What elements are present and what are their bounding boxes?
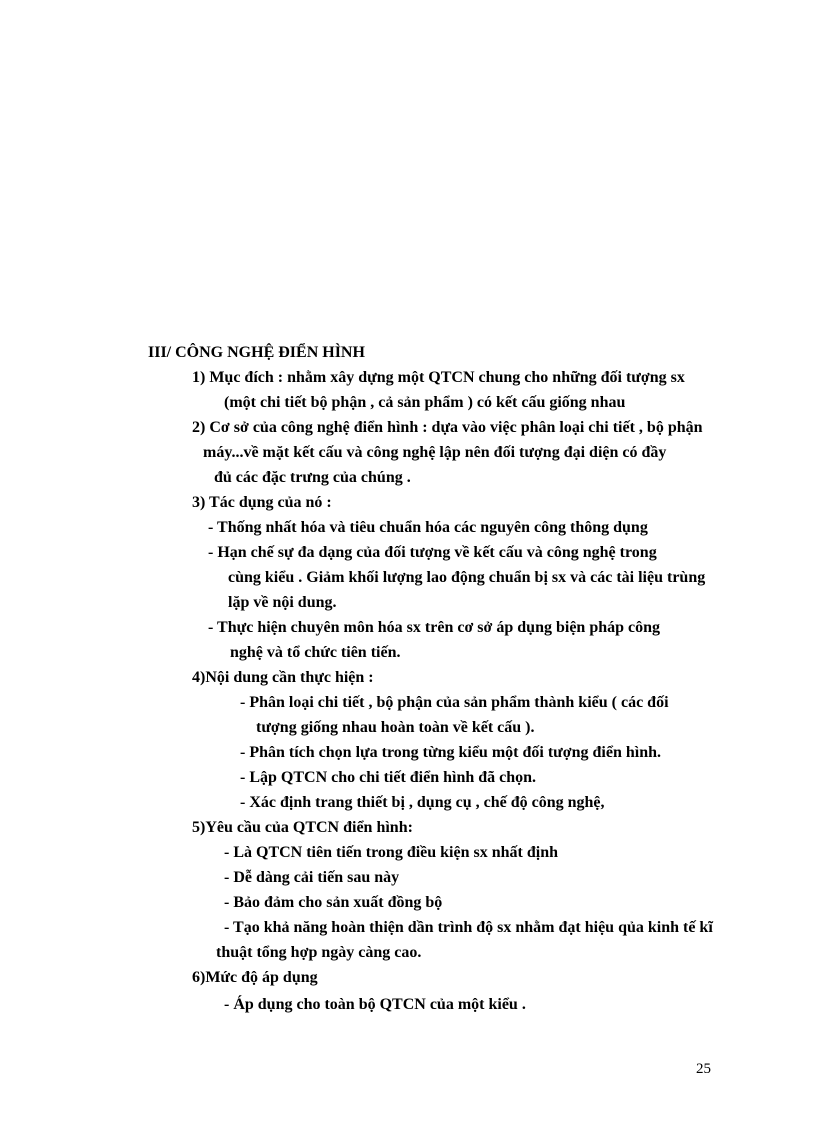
item6-title: 6)Mức độ áp dụng <box>192 969 318 986</box>
item2-line1: 2) Cơ sở của công nghệ điển hình : dựa vào việc phân loại chi tiết , bộ phận <box>192 419 703 436</box>
item1-line1: 1) Mục đích : nhằm xây dựng một QTCN chung cho những đối tượng sx <box>192 369 685 386</box>
item3-bullet1: - Thống nhất hóa và tiêu chuẩn hóa các nguyên công thông dụng <box>208 519 648 536</box>
item3-title: 3) Tác dụng của nó : <box>192 494 332 511</box>
item4-bullet2: - Phân tích chọn lựa trong từng kiểu một đối tượng điển hình. <box>240 744 661 761</box>
page-number: 25 <box>696 1061 711 1077</box>
item6-bullet1: - Áp dụng cho toàn bộ QTCN của một kiểu . <box>224 996 526 1013</box>
item4-bullet1-line1: - Phân loại chi tiết , bộ phận của sản phẩm thành kiểu ( các đối <box>240 694 669 711</box>
item5-bullet1: - Là QTCN tiên tiến trong điều kiện sx nhất định <box>224 844 558 861</box>
item5-bullet2: - Dễ dàng cải tiến sau này <box>224 869 400 886</box>
item5-bullet4-line2: thuật tổng hợp ngày càng cao. <box>216 944 422 961</box>
item2-line3: đủ các đặc trưng của chúng . <box>214 469 411 486</box>
item4-bullet3: - Lập QTCN cho chi tiết điển hình đã chọn. <box>240 769 537 786</box>
item5-bullet4-line1: - Tạo khả năng hoàn thiện dần trình độ sx nhằm đạt hiệu qủa kinh tế kĩ <box>224 919 713 936</box>
item3-bullet3-line2: nghệ và tổ chức tiên tiến. <box>230 644 401 661</box>
item4-bullet1-line2: tượng giống nhau hoàn toàn về kết cấu ). <box>256 719 535 736</box>
item2-line2: máy...về mặt kết cấu và công nghệ lập nên đối tượng đại diện có đầy <box>203 444 667 461</box>
item3-bullet2-line3: lặp về nội dung. <box>228 594 337 611</box>
section-heading: III/ CÔNG NGHỆ ĐIỂN HÌNH <box>148 344 365 361</box>
item3-bullet2-line2: cùng kiểu . Giảm khối lượng lao động chuẩn bị sx và các tài liệu trùng <box>228 569 706 586</box>
item3-bullet2-line1: - Hạn chế sự đa dạng của đối tượng về kết cấu và công nghệ trong <box>208 544 657 561</box>
item3-bullet3-line1: - Thực hiện chuyên môn hóa sx trên cơ sở áp dụng biện pháp công <box>208 619 661 636</box>
item5-bullet3: - Bảo đảm cho sản xuất đồng bộ <box>224 894 443 911</box>
item1-line2: (một chi tiết bộ phận , cả sản phẩm ) có kết cấu giống nhau <box>224 394 626 411</box>
item4-title: 4)Nội dung cần thực hiện : <box>192 669 374 686</box>
item5-title: 5)Yêu cầu của QTCN điển hình: <box>192 819 413 836</box>
item4-bullet4: - Xác định trang thiết bị , dụng cụ , chế độ công nghệ, <box>240 794 605 811</box>
